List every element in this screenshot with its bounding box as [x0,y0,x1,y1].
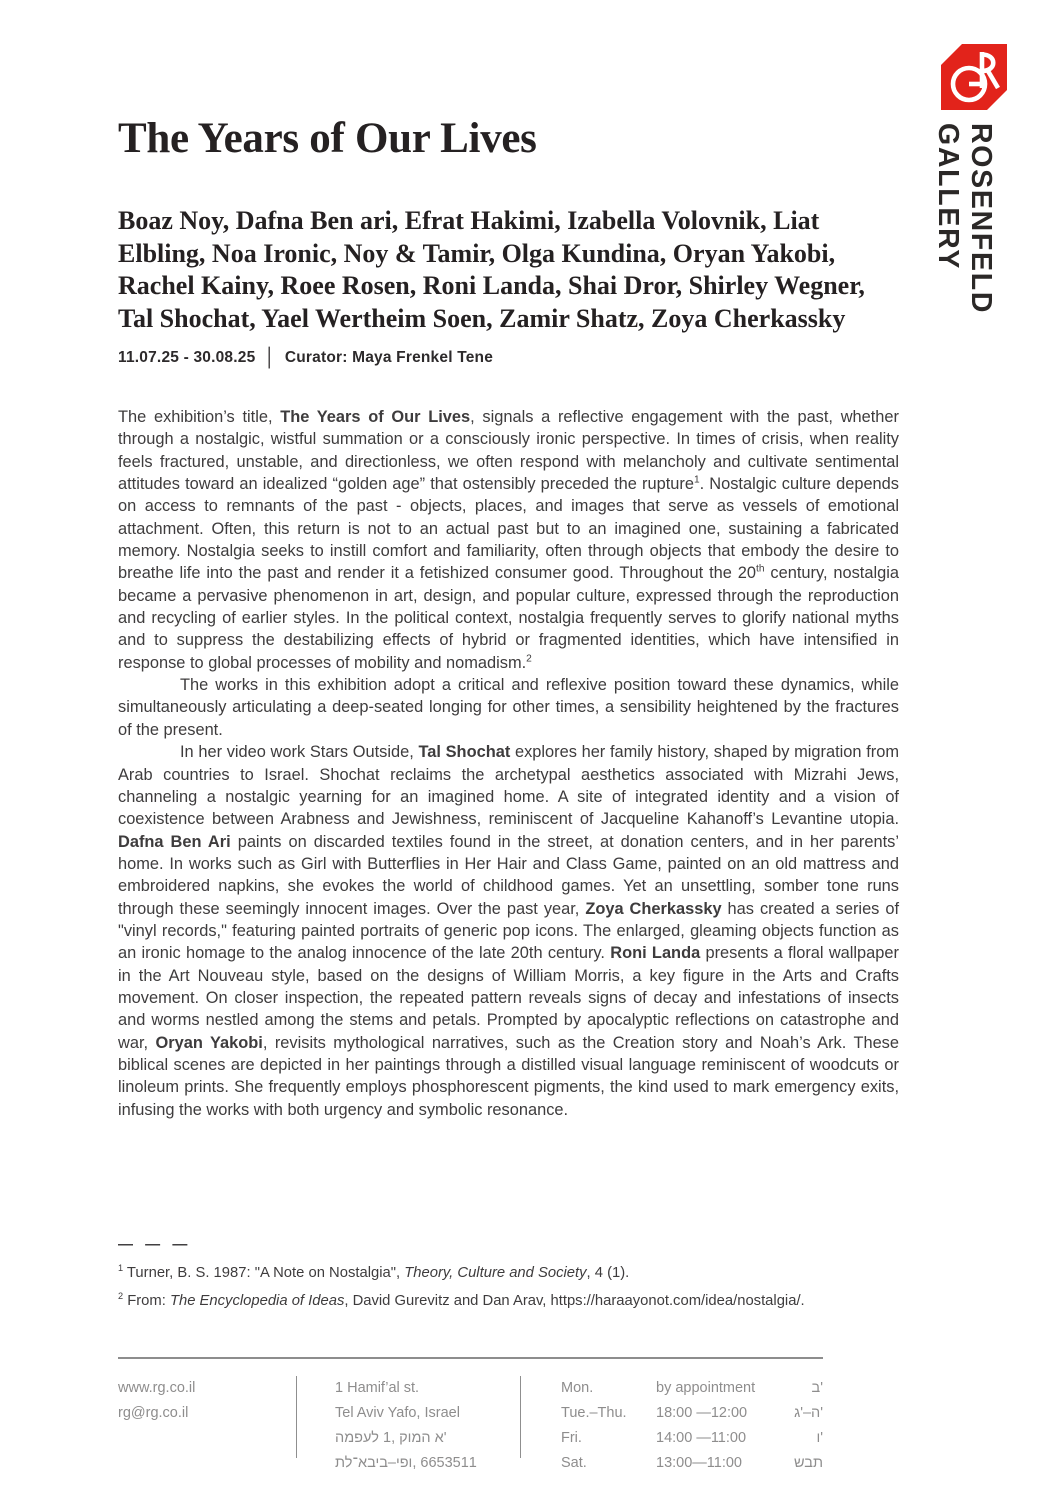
hours-day-he: ב' [811,1380,823,1396]
hours-time: 14:00 —11:00 [656,1430,747,1446]
paragraph-1: The exhibition’s title, The Years of Our Lives, signals a reflective engagement with the past, whether through a nostalgic, wistful summation or a consciously ironic perspective. In times of crisis, when reality feels fractured, unstable, and directionless, we often respond with melancholy and cultivate sentimental attitudes toward an idealized “golden age” that ostensibly preceded the rupture$^1$. Nostalgic culture depends on access to remnants of the past - objects, places, and images that serve as vessels of emotional attachment. Often, this return is not to an actual past but to an imagined one, sustaining a fabricated memory. Nostalgia seeks to instill comfort and familiarity, often through objects that embody the desire to breathe life into the past and render it a fetishized consumer good. Throughout the 20th century, nostalgia became a pervasive phenomenon in art, design, and popular culture, expressed through the reproduction and recycling of earlier styles. In the political context, nostalgia frequently serves to glorify national myths and to suppress the destabilizing effects of hybrid or fragmented identities, which have intensified in response to global processes of mobility and nomadism.$^2$ [118,408,899,672]
exhibition-text [118,406,899,1121]
hours-time: 13:00—11:00 [656,1455,742,1471]
hours-row-saturday [561,1451,823,1476]
hours-day-he: ו' [816,1430,823,1446]
gallery-name-vertical [931,123,997,314]
hours-day-en: Tue.–Thu. [561,1405,627,1421]
footnotes [118,1236,899,1311]
hours-row-friday [561,1426,823,1451]
hours-row-tue-thu [561,1401,823,1426]
paragraph-3: In her video work Stars Outside, Tal Shochat explores her family history, shaped by migration from Arab countries to Israel. Shochat reclaims the archetypal aesthetics associated with Mizrahi Jews, channeling a nostalgic yearning for an imagined home. A site of integrated identity and a vision of coexistence between Arabness and Jewishness, reminiscent of Jacqueline Kahanoff’s Levantine utopia. Dafna Ben Ari paints on discarded textiles found in the street, at donation centers, and in her parents’ home. In works such as Girl with Butterflies in Her Hair and Class Game, painted on an old mattress and embroidered napkins, she evokes the world of childhood games. Yet an unsettling, somber tone runs through these seemingly innocent images. Over the past year, Zoya Cherkassky has created a series of "vinyl records," featuring painted portraits of generic pop icons. The enlarged, gleaming objects function as an ironic homage to the analog innocence of the late 20th century. Roni Landa presents a floral wallpaper in the Art Nouveau style, based on the designs of William Morris, a key figure in the Arts and Crafts movement. On closer inspection, the repeated pattern reveals signs of decay and infestations of insects and worms nestled among the stems and petals. Prompted by apocalyptic reflections on catastrophe and war, Oryan Yakobi, revisits mythological narratives, such as the Creation story and Noah’s Ark. These biblical scenes are depicted in her paintings through a distilled visual language reminiscent of woodcuts or linoleum prints. She frequently employs phosphorescent pigments, the kind used to mark emergency exits, infusing the works with both urgency and symbolic resonance. [118,743,900,1119]
footer-contact [118,1376,296,1476]
hours-day-en: Mon. [561,1380,594,1396]
opening-hours [521,1376,823,1476]
website-link[interactable]: www.rg.co.il [118,1380,196,1396]
exhibition-dates: 11.07.25 - 30.08.25 [118,349,256,366]
address-line-1: 1 Hamif’al st. [335,1380,420,1396]
hours-row-monday [561,1376,823,1401]
gallery-name-line2: GALLERY [932,123,965,271]
gallery-name-line1: ROSENFELD [965,123,998,315]
address-line-4-hebrew: תל־אביב–יפו, 6653511 [335,1455,477,1471]
hours-time: 18:00 —12:00 [656,1405,748,1421]
hours-day-he: שבת [794,1455,823,1471]
footer-address [297,1376,520,1476]
meta-separator: │ [264,347,276,367]
footnote-1: $^1$ Turner, B. S. 1987: "A Note on Nostalgia", Theory, Culture and Society, 4 (1). [118,1262,630,1281]
address-line-3-hebrew: המפעל 1, קומה א' [335,1430,447,1446]
footer-divider-line [118,1357,823,1359]
paragraph-2: The works in this exhibition adopt a critical and reflexive position toward these dynamics, while simultaneously articulating a deep-seated longing for other times, a sensibility heightened by the fractures of the present. [118,676,899,739]
footnote-divider: — — — [118,1236,189,1253]
exhibition-meta [118,346,493,367]
gallery-logo-icon [941,44,1007,110]
footnote-2: $^2$ From: The Encyclopedia of Ideas, David Gurevitz and Dan Arav, https://haraayonot.com/idea/nostalgia/. [118,1291,805,1310]
email-link[interactable]: rg@rg.co.il [118,1405,189,1421]
page-title: The Years of Our Lives [118,115,537,162]
hours-day-en: Fri. [561,1430,582,1446]
hours-time: by appointment [656,1380,756,1396]
curator-credit: Curator: Maya Frenkel Tene [284,349,494,366]
artist-list: Boaz Noy, Dafna Ben ari, Efrat Hakimi, Izabella Volovnik, Liat Elbling, Noa Ironic, Noy & Tamir, Olga Kundina, Oryan Yakobi, Rachel Kainy, Roee Rosen, Roni Landa, Shai Dror, Shirley Wegner, Tal Shochat, Yael Wertheim Soen, Zamir Shatz, Zoya Cherkassky [118,206,865,333]
address-line-2: Tel Aviv Yafo, Israel [335,1405,460,1421]
hours-day-he: ג'–ה' [794,1405,823,1421]
hours-day-en: Sat. [561,1455,587,1471]
footer [118,1376,823,1476]
